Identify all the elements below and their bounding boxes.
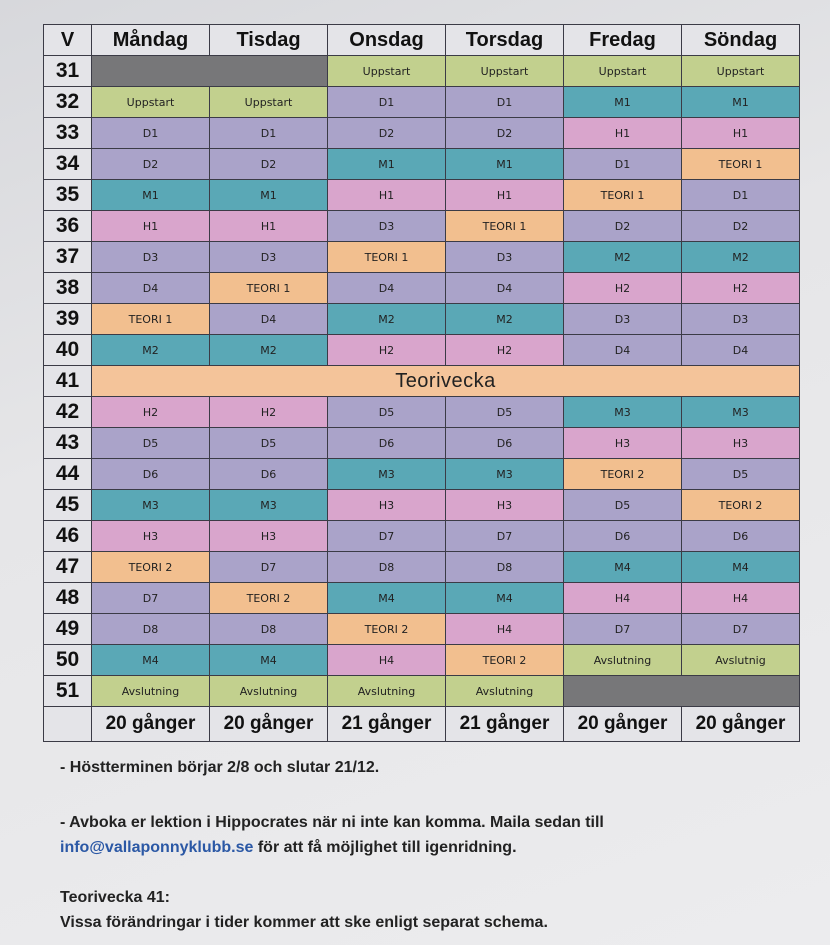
header-row [44, 25, 800, 56]
week-row [44, 118, 800, 149]
lesson-cell: M2 [92, 335, 210, 366]
lesson-cell: M1 [446, 149, 564, 180]
week-number: 44 [44, 459, 92, 490]
total-thursday: 21 gånger [446, 707, 564, 742]
lesson-cell: D1 [210, 118, 328, 149]
total-sunday: 20 gånger [682, 707, 800, 742]
week-row [44, 56, 800, 87]
lesson-cell: D5 [328, 397, 446, 428]
lesson-cell: D7 [210, 552, 328, 583]
total-tuesday: 20 gånger [210, 707, 328, 742]
lesson-cell: M3 [682, 397, 800, 428]
lesson-cell: D6 [446, 428, 564, 459]
lesson-cell: M4 [92, 645, 210, 676]
lesson-cell: D3 [328, 211, 446, 242]
totals-row [44, 707, 800, 742]
lesson-cell: H1 [92, 211, 210, 242]
lesson-cell: H2 [210, 397, 328, 428]
lesson-cell: H2 [564, 273, 682, 304]
lesson-cell: M4 [682, 552, 800, 583]
note-teorivecka-text: Vissa förändringar i tider kommer att ske enligt separat schema. [60, 914, 548, 931]
day-header-wednesday: Onsdag [328, 25, 446, 56]
week-row [44, 149, 800, 180]
lesson-cell: Avslutnig [682, 645, 800, 676]
lesson-cell: Uppstart [564, 56, 682, 87]
week-row [44, 428, 800, 459]
lesson-cell: M3 [564, 397, 682, 428]
lesson-cell: H4 [564, 583, 682, 614]
week-number: 40 [44, 335, 92, 366]
week-row [44, 521, 800, 552]
lesson-cell: D5 [210, 428, 328, 459]
week-row [44, 645, 800, 676]
lesson-cell: TEORI 2 [446, 645, 564, 676]
lesson-cell: D3 [564, 304, 682, 335]
week-row [44, 490, 800, 521]
week-number: 36 [44, 211, 92, 242]
day-header-tuesday: Tisdag [210, 25, 328, 56]
week-row [44, 614, 800, 645]
lesson-cell: H4 [328, 645, 446, 676]
lesson-cell: D2 [210, 149, 328, 180]
lesson-cell: Uppstart [682, 56, 800, 87]
lesson-cell: D5 [92, 428, 210, 459]
lesson-cell: D2 [328, 118, 446, 149]
lesson-cell: TEORI 1 [328, 242, 446, 273]
lesson-cell: TEORI 2 [328, 614, 446, 645]
lesson-cell: H3 [564, 428, 682, 459]
lesson-cell: H1 [564, 118, 682, 149]
lesson-cell: Uppstart [92, 87, 210, 118]
lesson-cell: M2 [210, 335, 328, 366]
lesson-cell: D8 [210, 614, 328, 645]
week-number: 33 [44, 118, 92, 149]
lesson-cell: D6 [682, 521, 800, 552]
lesson-cell: H2 [92, 397, 210, 428]
total-friday: 20 gånger [564, 707, 682, 742]
lesson-cell: D7 [564, 614, 682, 645]
lesson-cell: M4 [564, 552, 682, 583]
lesson-cell: M2 [446, 304, 564, 335]
lesson-cell: H1 [682, 118, 800, 149]
day-header-monday: Måndag [92, 25, 210, 56]
lesson-cell: D6 [328, 428, 446, 459]
week-row [44, 180, 800, 211]
week-row [44, 87, 800, 118]
lesson-cell: D4 [328, 273, 446, 304]
week-number: 47 [44, 552, 92, 583]
week-row [44, 459, 800, 490]
week-number: 35 [44, 180, 92, 211]
lesson-cell: Uppstart [328, 56, 446, 87]
lesson-cell: D2 [682, 211, 800, 242]
lesson-cell: H3 [446, 490, 564, 521]
lesson-cell: D7 [328, 521, 446, 552]
lesson-cell: H1 [446, 180, 564, 211]
week-row [44, 397, 800, 428]
lesson-cell: M3 [92, 490, 210, 521]
lesson-cell: TEORI 2 [564, 459, 682, 490]
lesson-cell: M1 [564, 87, 682, 118]
lesson-cell: H4 [446, 614, 564, 645]
week-number: 42 [44, 397, 92, 428]
week-number: 39 [44, 304, 92, 335]
lesson-cell: Uppstart [446, 56, 564, 87]
week-number: 37 [44, 242, 92, 273]
lesson-cell: TEORI 1 [92, 304, 210, 335]
lesson-cell: D5 [682, 459, 800, 490]
lesson-cell: H2 [446, 335, 564, 366]
lesson-cell: Avslutning [92, 676, 210, 707]
lesson-cell: TEORI 1 [210, 273, 328, 304]
week-number: 38 [44, 273, 92, 304]
schedule-table [43, 24, 800, 742]
day-header-sunday: Söndag [682, 25, 800, 56]
week-number: 50 [44, 645, 92, 676]
lesson-cell: M1 [328, 149, 446, 180]
lesson-cell: M1 [210, 180, 328, 211]
lesson-cell: H1 [328, 180, 446, 211]
lesson-cell: H3 [92, 521, 210, 552]
lesson-cell: M2 [328, 304, 446, 335]
lesson-cell: H3 [682, 428, 800, 459]
lesson-cell: D8 [446, 552, 564, 583]
lesson-cell: D4 [682, 335, 800, 366]
note-email-rest: för att få möjlighet till igenridning. [253, 839, 517, 856]
lesson-cell: Avslutning [446, 676, 564, 707]
week-number: 48 [44, 583, 92, 614]
day-header-friday: Fredag [564, 25, 682, 56]
empty-cell [92, 56, 328, 87]
week-row [44, 211, 800, 242]
lesson-cell: D4 [446, 273, 564, 304]
lesson-cell: D5 [446, 397, 564, 428]
lesson-cell: D6 [210, 459, 328, 490]
lesson-cell: M2 [564, 242, 682, 273]
lesson-cell: D7 [92, 583, 210, 614]
week-column-header: V [44, 25, 92, 56]
week-row [44, 676, 800, 707]
lesson-cell: D1 [446, 87, 564, 118]
note-teorivecka-title: Teorivecka 41: [60, 889, 170, 906]
week-number: 45 [44, 490, 92, 521]
total-wednesday: 21 gånger [328, 707, 446, 742]
lesson-cell: D4 [92, 273, 210, 304]
lesson-cell: D8 [328, 552, 446, 583]
lesson-cell: Avslutning [328, 676, 446, 707]
week-row [44, 335, 800, 366]
lesson-cell: H4 [682, 583, 800, 614]
lesson-cell: M3 [210, 490, 328, 521]
lesson-cell: Avslutning [564, 645, 682, 676]
lesson-cell: D6 [564, 521, 682, 552]
lesson-cell: H2 [682, 273, 800, 304]
week-number: 41 [44, 366, 92, 397]
lesson-cell: D3 [682, 304, 800, 335]
week-row [44, 273, 800, 304]
week-number: 46 [44, 521, 92, 552]
lesson-cell: D7 [682, 614, 800, 645]
week-number: 31 [44, 56, 92, 87]
schedule-body [44, 56, 800, 707]
lesson-cell: D3 [92, 242, 210, 273]
teorivecka-banner: Teorivecka [92, 366, 800, 397]
note-cancel-lesson: - Avboka er lektion i Hippocrates när ni inte kan komma. Maila sedan till [60, 814, 604, 831]
lesson-cell: M2 [682, 242, 800, 273]
lesson-cell: H3 [210, 521, 328, 552]
week-number: 43 [44, 428, 92, 459]
lesson-cell: M1 [92, 180, 210, 211]
note-term-dates: - Höstterminen börjar 2/8 och slutar 21/12. [60, 759, 380, 776]
lesson-cell: TEORI 2 [210, 583, 328, 614]
lesson-cell: Uppstart [210, 87, 328, 118]
lesson-cell: M4 [446, 583, 564, 614]
note-email-line [60, 837, 517, 859]
lesson-cell: D7 [446, 521, 564, 552]
lesson-cell: D1 [564, 149, 682, 180]
week-row [44, 304, 800, 335]
week-number: 32 [44, 87, 92, 118]
email-link[interactable]: info@vallaponnyklubb.se [60, 839, 254, 856]
lesson-cell: M4 [328, 583, 446, 614]
lesson-cell: H1 [210, 211, 328, 242]
week-row [44, 552, 800, 583]
totals-label-cell [44, 707, 92, 742]
lesson-cell: D1 [682, 180, 800, 211]
lesson-cell: D3 [210, 242, 328, 273]
lesson-cell: D8 [92, 614, 210, 645]
week-row [44, 242, 800, 273]
lesson-cell: M4 [210, 645, 328, 676]
lesson-cell: H2 [328, 335, 446, 366]
lesson-cell: D1 [92, 118, 210, 149]
week-row [44, 366, 800, 397]
lesson-cell: D2 [446, 118, 564, 149]
lesson-cell: M1 [682, 87, 800, 118]
week-row [44, 583, 800, 614]
week-number: 34 [44, 149, 92, 180]
lesson-cell: D3 [446, 242, 564, 273]
lesson-cell: D5 [564, 490, 682, 521]
lesson-cell: D4 [564, 335, 682, 366]
day-header-thursday: Torsdag [446, 25, 564, 56]
lesson-cell: D2 [92, 149, 210, 180]
lesson-cell: D1 [328, 87, 446, 118]
lesson-cell: TEORI 1 [682, 149, 800, 180]
lesson-cell: D2 [564, 211, 682, 242]
lesson-cell: TEORI 2 [92, 552, 210, 583]
lesson-cell: H3 [328, 490, 446, 521]
lesson-cell: M3 [446, 459, 564, 490]
lesson-cell: TEORI 1 [446, 211, 564, 242]
lesson-cell: D4 [210, 304, 328, 335]
lesson-cell: M3 [328, 459, 446, 490]
lesson-cell: Avslutning [210, 676, 328, 707]
empty-cell [564, 676, 800, 707]
week-number: 49 [44, 614, 92, 645]
lesson-cell: TEORI 1 [564, 180, 682, 211]
lesson-cell: D6 [92, 459, 210, 490]
total-monday: 20 gånger [92, 707, 210, 742]
week-number: 51 [44, 676, 92, 707]
lesson-cell: TEORI 2 [682, 490, 800, 521]
